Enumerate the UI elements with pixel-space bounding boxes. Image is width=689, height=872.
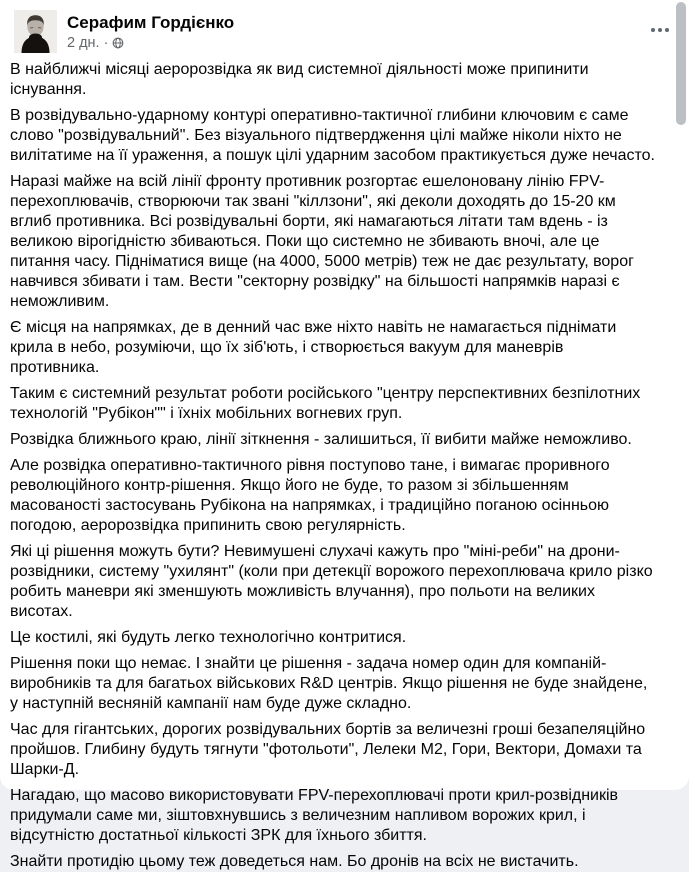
avatar-portrait-image bbox=[14, 10, 57, 53]
post-paragraph: Але розвідка оперативно-тактичного рівня поступово тане, і вимагає проривного революційного контр-рішення. Якщо його не буде, то разом зі збільшенням масованості застосувань Рубікона на напрямках, і традиційно поганою осінньою погодою, аеророзвідка припинить свою регулярність. bbox=[10, 457, 610, 534]
ellipsis-icon bbox=[665, 28, 669, 32]
post-paragraph: В найближчі місяці аеророзвідка як вид системної діяльності може припинити існування. bbox=[10, 61, 589, 98]
post-paragraph: Таким є системний результат роботи російського "центру перспективних безпілотних технологій "Рубікон"" і їхніх мобільних вогневих груп. bbox=[10, 385, 641, 422]
timestamp[interactable]: 2 дн. bbox=[67, 34, 100, 51]
post-paragraph: Які ці рішення можуть бути? Невимушені слухачі кажуть про "міні-реби" на дрони-розвідники, систему "ухилянт" (коли при детекції ворожого перехоплювача крило різко робить маневри які зменшують можливість влучання), про польоти на великих висотах. bbox=[10, 543, 653, 620]
post-paragraph: В розвідувально-ударному контурі оперативно-тактичної глибини ключовим є саме слово "розвідувальний". Без візуального підтвердження цілі майже ніколи ніхто не вилітатиме на її ураження, а пошук цілі ударним засобом практикується дуже нечасто. bbox=[10, 107, 655, 164]
globe-public-icon bbox=[112, 37, 124, 49]
more-options-button[interactable] bbox=[645, 20, 675, 40]
meta-separator: · bbox=[103, 34, 109, 51]
post-paragraph: Є місця на напрямках, де в денний час вже ніхто навіть не намагається піднімати крила в небо, розуміючи, що їх зіб'ють, і створюється вакуум для маневрів противника. bbox=[10, 319, 617, 376]
post-header bbox=[0, 0, 689, 57]
post-paragraph: Нагадаю, що масово використовувати FPV-перехоплювачі проти крил-розвідників придумали саме ми, зіштовхнувшись з величезним напливом ворожих крил, і відсутністю достатньої кількості ЗРК для їхнього збиття. bbox=[10, 787, 619, 844]
post-paragraph: Розвідка ближнього краю, лінії зіткнення - залишиться, її вибити майже неможливо. bbox=[10, 431, 632, 448]
post-paragraph: Наразі майже на всій лінії фронту противник розгортає ешелоновану лінію FPV-перехоплювачів, створюючи так звані "кіллзони", які деколи доходять до 15-20 км вглиб противника. Всі розвідувальні борти, які намагаються літати там вдень - із великою вірогідністю збиваються. Поки що системно не збивають вночі, але це питання часу. Підніматися вище (на 4000, 5000 метрів) теж не дає результату, ворог навчився збивати і там. Вести "секторну розвідку" на більшості напрямків наразі є неможливим. bbox=[10, 173, 634, 310]
post-paragraph: Рішення поки що немає. І знайти це рішення - задача номер один для компаній-виробників та для багатьох військових R&D центрів. Якщо рішення не буде знайдене, у наступній весняній кампанії нам буде дуже складно. bbox=[10, 655, 648, 712]
post-body bbox=[0, 57, 689, 872]
header-meta bbox=[67, 13, 234, 50]
scrollbar-thumb[interactable] bbox=[676, 2, 686, 125]
ellipsis-icon bbox=[658, 28, 662, 32]
post-paragraph: Це костилі, які будуть легко технологічно контритися. bbox=[10, 629, 407, 646]
avatar[interactable] bbox=[14, 10, 57, 53]
ellipsis-icon bbox=[651, 28, 655, 32]
post-paragraph: Час для гігантських, дорогих розвідувальних бортів за величезні гроші безапеляційно пройшов. Глибину будуть тягнути "фотольоти", Лелеки М2, Гори, Вектори, Домахи та Шарки-Д. bbox=[10, 721, 646, 778]
author-name[interactable]: Серафим Гордієнко bbox=[67, 12, 235, 32]
post-paragraph: Знайти протидію цьому теж доведеться нам. Бо дронів на всіх не вистачить. bbox=[10, 853, 579, 870]
post-meta-row bbox=[67, 36, 234, 51]
